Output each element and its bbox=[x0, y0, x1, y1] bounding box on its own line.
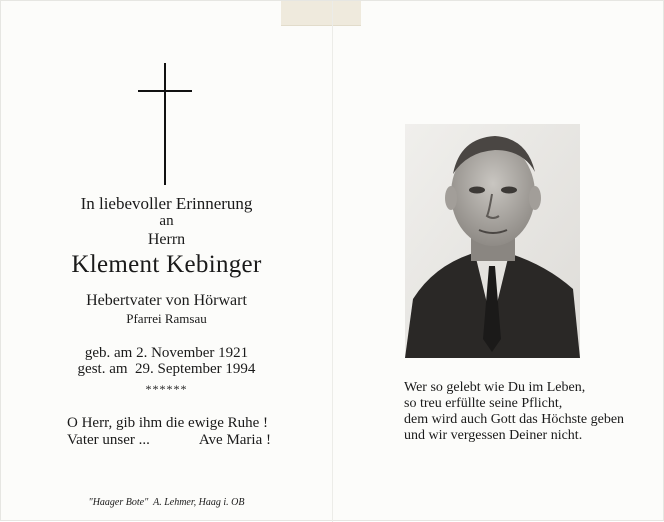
role-text: Hebertvater von Hörwart bbox=[86, 292, 247, 309]
poem-line: und wir vergessen Deiner nicht. bbox=[404, 428, 583, 443]
fold-line bbox=[332, 1, 333, 522]
prayer-line-2-right: Ave Maria ! bbox=[198, 432, 271, 448]
prayer-line-2-left: Vater unser ... bbox=[67, 432, 150, 448]
birth-date: geb. am 2. November 1921 bbox=[84, 345, 249, 361]
cross-horizontal-bar bbox=[138, 90, 192, 92]
cross-vertical-bar bbox=[164, 63, 166, 185]
poem-line: dem wird auch Gott das Höchste geben bbox=[404, 412, 625, 427]
prayer-line-2 bbox=[67, 433, 271, 448]
parish-text: Pfarrei Ramsau bbox=[126, 311, 207, 326]
death-date: gest. am 29. September 1994 bbox=[77, 361, 256, 377]
prayer-line-1: O Herr, gib ihm die ewige Ruhe ! bbox=[67, 415, 269, 431]
poem bbox=[404, 380, 659, 444]
an-text: an bbox=[159, 213, 174, 229]
poem-line: so treu erfüllte seine Pflicht, bbox=[404, 396, 563, 411]
salutation-text: Herrn bbox=[147, 231, 186, 248]
portrait-photo-image bbox=[405, 124, 580, 358]
tape-strip bbox=[281, 1, 361, 26]
deceased-name: Klement Kebinger bbox=[71, 251, 262, 278]
intro-text: In liebevoller Erinnerung bbox=[80, 194, 253, 213]
printer-credit: "Haager Bote" A. Lehmer, Haag i. OB bbox=[88, 497, 245, 508]
separator-stars: ****** bbox=[145, 382, 188, 396]
portrait-photo bbox=[405, 124, 580, 358]
poem-line: Wer so gelebt wie Du im Leben, bbox=[404, 380, 586, 395]
